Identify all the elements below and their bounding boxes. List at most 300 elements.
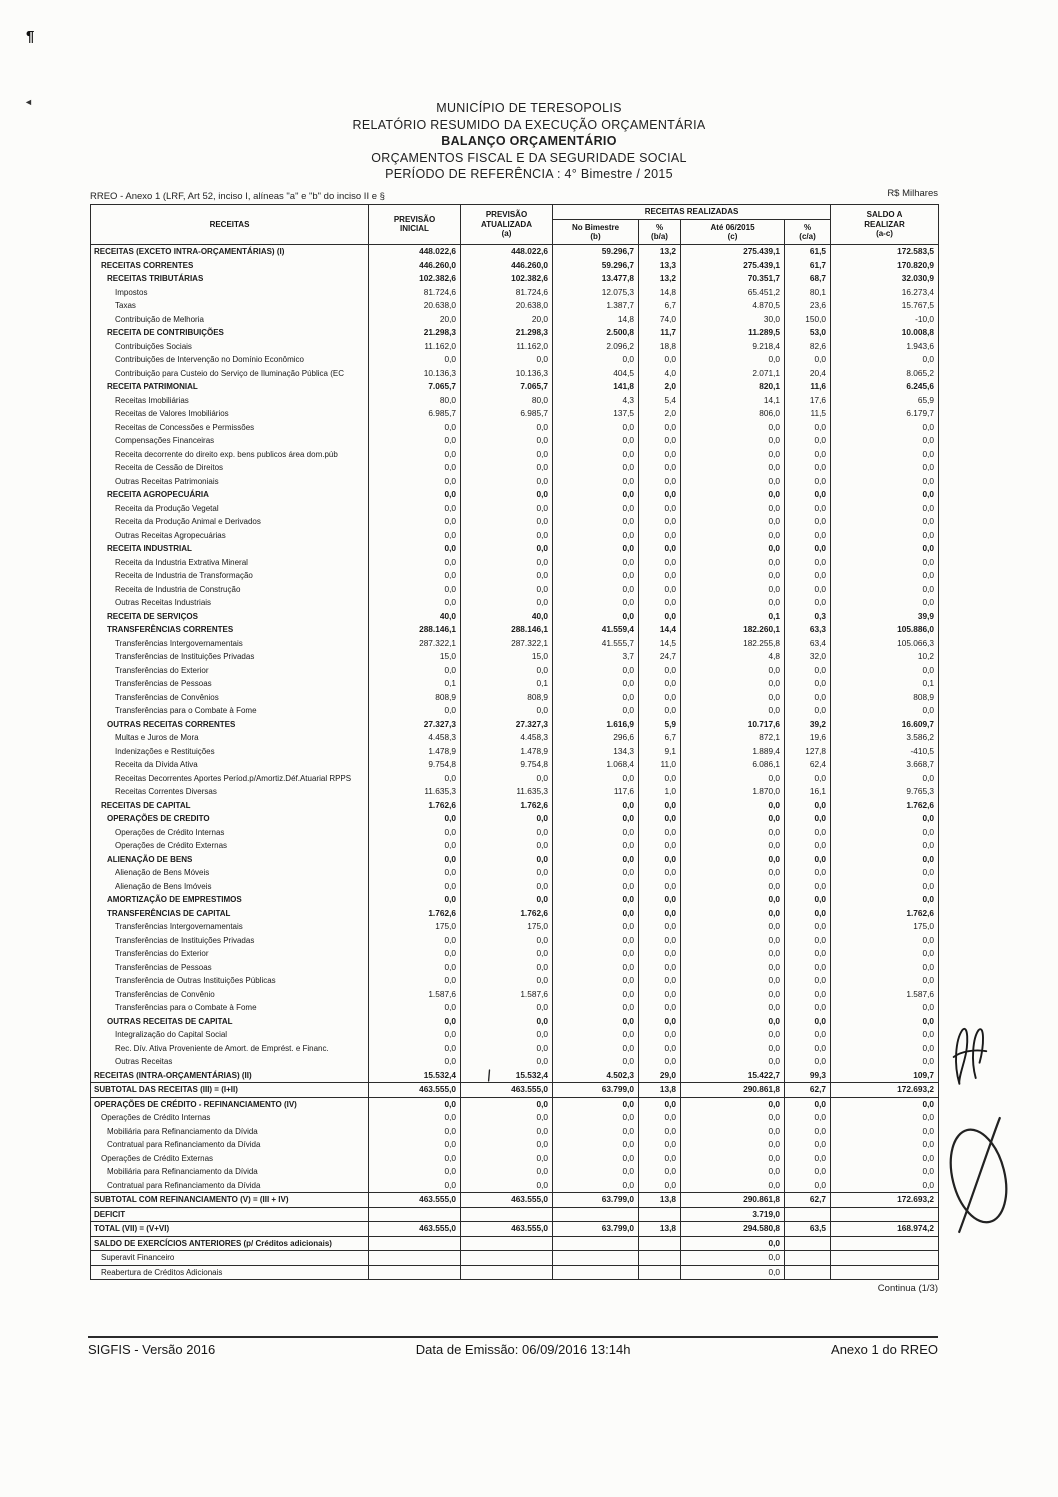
table-row xyxy=(91,529,939,543)
row-value: 0,0 xyxy=(681,961,785,975)
row-value: 0,0 xyxy=(461,1042,553,1056)
row-value: 20.638,0 xyxy=(461,299,553,313)
reference-period: PERÍODO DE REFERÊNCIA : 4° Bimestre / 2015 xyxy=(385,167,673,181)
table-row xyxy=(91,1028,939,1042)
row-value: 0,0 xyxy=(785,826,831,840)
row-value: 0,0 xyxy=(785,772,831,786)
row-value: 0,0 xyxy=(639,502,681,516)
row-value: 53,0 xyxy=(785,326,831,340)
row-value: 0,0 xyxy=(461,515,553,529)
row-value: 105.066,3 xyxy=(831,637,939,651)
row-value: 9.754,8 xyxy=(369,758,461,772)
row-value: 80,1 xyxy=(785,286,831,300)
row-value: 11,0 xyxy=(639,758,681,772)
row-value: 61,7 xyxy=(785,259,831,273)
row-value: 0,0 xyxy=(681,488,785,502)
row-value: 0,0 xyxy=(785,974,831,988)
row-value: 0,0 xyxy=(639,988,681,1002)
row-value: 0,0 xyxy=(785,664,831,678)
row-value: 0,0 xyxy=(681,475,785,489)
row-label: TRANSFERÊNCIAS DE CAPITAL xyxy=(91,907,369,921)
row-value: 12.075,3 xyxy=(553,286,639,300)
row-label: RECEITA DE SERVIÇOS xyxy=(91,610,369,624)
row-value: 7.065,7 xyxy=(369,380,461,394)
row-value: 0,1 xyxy=(681,610,785,624)
row-value: 0,0 xyxy=(553,1015,639,1029)
table-row xyxy=(91,286,939,300)
handwritten-oval-icon xyxy=(938,1112,1020,1238)
table-row xyxy=(91,488,939,502)
row-value xyxy=(461,1251,553,1266)
row-value: 872,1 xyxy=(681,731,785,745)
row-value: 0,0 xyxy=(681,583,785,597)
row-value: 1.587,6 xyxy=(369,988,461,1002)
row-value: 1,0 xyxy=(639,785,681,799)
row-value: 0,0 xyxy=(461,974,553,988)
row-value: 4,8 xyxy=(681,650,785,664)
table-row xyxy=(91,623,939,637)
row-value: 11.162,0 xyxy=(369,340,461,354)
row-value: 0,0 xyxy=(639,1028,681,1042)
table-row xyxy=(91,542,939,556)
row-value xyxy=(369,1236,461,1251)
row-value: 14,8 xyxy=(553,313,639,327)
row-value xyxy=(461,1265,553,1280)
row-label: Operações de Crédito Externas xyxy=(91,1152,369,1166)
row-value: 0,0 xyxy=(785,866,831,880)
row-value: 0,0 xyxy=(681,853,785,867)
row-label: Transferências de Instituições Privadas xyxy=(91,650,369,664)
row-value: 8.065,2 xyxy=(831,367,939,381)
row-label: Receita de Industria de Transformação xyxy=(91,569,369,583)
row-value: 0,0 xyxy=(681,1042,785,1056)
row-value: 0,0 xyxy=(369,461,461,475)
row-value: 0,0 xyxy=(553,1055,639,1069)
row-value: 0,0 xyxy=(785,515,831,529)
row-value: 0,0 xyxy=(553,961,639,975)
row-value: 0,0 xyxy=(639,1055,681,1069)
row-label: Outras Receitas xyxy=(91,1055,369,1069)
row-value: 0,0 xyxy=(553,799,639,813)
row-value: 109,7 xyxy=(831,1069,939,1083)
row-label: OPERAÇÕES DE CREDITO xyxy=(91,812,369,826)
row-value: 463.555,0 xyxy=(461,1222,553,1237)
row-label: Outras Receitas Patrimoniais xyxy=(91,475,369,489)
row-value: 74,0 xyxy=(639,313,681,327)
row-label: Mobiliária para Refinanciamento da Dívida xyxy=(91,1165,369,1179)
row-value: 0,0 xyxy=(553,907,639,921)
row-label: Receitas de Valores Imobiliários xyxy=(91,407,369,421)
row-value: 102.382,6 xyxy=(461,272,553,286)
row-value: 15.767,5 xyxy=(831,299,939,313)
row-value: 2,0 xyxy=(639,407,681,421)
row-value: 6,7 xyxy=(639,299,681,313)
row-value: 81.724,6 xyxy=(461,286,553,300)
row-value xyxy=(831,1207,939,1222)
row-value: 0,0 xyxy=(681,353,785,367)
row-value: 0,0 xyxy=(461,1055,553,1069)
row-label: Contratual para Refinanciamento da Dívida xyxy=(91,1138,369,1152)
row-value: 0,0 xyxy=(785,1028,831,1042)
row-value: 275.439,1 xyxy=(681,245,785,259)
row-value: 0,0 xyxy=(553,461,639,475)
row-value: 0,0 xyxy=(639,1097,681,1111)
table-row xyxy=(91,731,939,745)
row-value: 0,0 xyxy=(369,704,461,718)
row-value xyxy=(369,1251,461,1266)
row-value: 0,0 xyxy=(639,448,681,462)
table-row xyxy=(91,637,939,651)
row-value: 0,0 xyxy=(553,353,639,367)
table-row xyxy=(91,934,939,948)
row-value: 0,0 xyxy=(831,542,939,556)
row-value: 0,0 xyxy=(681,920,785,934)
table-row xyxy=(91,1055,939,1069)
row-value: 0,0 xyxy=(681,1055,785,1069)
row-value: 0,0 xyxy=(639,826,681,840)
row-value: 0,0 xyxy=(681,434,785,448)
row-value: 0,0 xyxy=(553,772,639,786)
row-value: 0,0 xyxy=(681,907,785,921)
row-value: 275.439,1 xyxy=(681,259,785,273)
row-value: 0,0 xyxy=(553,421,639,435)
row-value: 0,0 xyxy=(785,934,831,948)
row-value: 0,0 xyxy=(553,583,639,597)
row-value: 3.586,2 xyxy=(831,731,939,745)
row-label: Multas e Juros de Mora xyxy=(91,731,369,745)
row-value: 175,0 xyxy=(461,920,553,934)
row-label: Rec. Dív. Ativa Proveniente de Amort. de Emprést. e Financ. xyxy=(91,1042,369,1056)
row-value: 11,6 xyxy=(785,380,831,394)
row-value: 0,0 xyxy=(681,1179,785,1193)
row-value: 0,0 xyxy=(831,853,939,867)
row-value: 0,0 xyxy=(681,515,785,529)
row-value: 0,0 xyxy=(461,448,553,462)
row-label: Transferências do Exterior xyxy=(91,947,369,961)
row-value: 0,0 xyxy=(369,961,461,975)
row-value: 0,0 xyxy=(681,839,785,853)
table-row xyxy=(91,313,939,327)
row-value: 0,0 xyxy=(639,772,681,786)
row-value: 0,0 xyxy=(639,515,681,529)
row-value: 0,0 xyxy=(461,461,553,475)
row-value: 1.616,9 xyxy=(553,718,639,732)
row-value xyxy=(369,1265,461,1280)
row-value xyxy=(785,1251,831,1266)
row-value: 0,0 xyxy=(461,934,553,948)
row-value: 404,5 xyxy=(553,367,639,381)
table-row xyxy=(91,569,939,583)
row-value: 0,0 xyxy=(639,974,681,988)
row-value: 0,0 xyxy=(831,1042,939,1056)
row-value: 0,0 xyxy=(639,934,681,948)
row-value: 0,0 xyxy=(785,704,831,718)
row-value: 0,0 xyxy=(553,1028,639,1042)
row-value: 0,0 xyxy=(461,583,553,597)
table-row xyxy=(91,1001,939,1015)
row-value: 2.500,8 xyxy=(553,326,639,340)
row-value: 0,0 xyxy=(639,1152,681,1166)
row-value: 1.889,4 xyxy=(681,745,785,759)
table-row xyxy=(91,1069,939,1083)
row-value: 0,0 xyxy=(639,853,681,867)
table-row xyxy=(91,947,939,961)
row-value: 0,0 xyxy=(681,974,785,988)
row-value: 0,0 xyxy=(639,1125,681,1139)
table-row xyxy=(91,1207,939,1222)
row-value: 0,0 xyxy=(785,880,831,894)
row-value: 0,0 xyxy=(681,502,785,516)
table-row xyxy=(91,1083,939,1098)
row-value: 1.762,6 xyxy=(461,907,553,921)
row-value: 0,0 xyxy=(639,691,681,705)
row-value: 808,9 xyxy=(461,691,553,705)
row-value: 10.136,3 xyxy=(369,367,461,381)
row-value: 0,0 xyxy=(639,1138,681,1152)
row-value: 0,0 xyxy=(461,853,553,867)
col-header-pct-ca: % (c/a) xyxy=(785,220,831,245)
row-value: 0,0 xyxy=(681,880,785,894)
row-value: 0,0 xyxy=(785,893,831,907)
row-value: 29,0 xyxy=(639,1069,681,1083)
printer-mark-pilcrow-icon: ¶ xyxy=(26,28,35,45)
row-value: 0,0 xyxy=(831,1028,939,1042)
row-value: 137,5 xyxy=(553,407,639,421)
row-value: 0,0 xyxy=(553,515,639,529)
row-value: 175,0 xyxy=(831,920,939,934)
row-value: 0,0 xyxy=(461,1138,553,1152)
row-value: 0,0 xyxy=(369,475,461,489)
row-value: 0,0 xyxy=(369,866,461,880)
row-value: 10.717,6 xyxy=(681,718,785,732)
row-label: Impostos xyxy=(91,286,369,300)
row-value: 0,0 xyxy=(785,947,831,961)
table-row xyxy=(91,394,939,408)
row-value: 0,0 xyxy=(553,1138,639,1152)
row-label: SALDO DE EXERCÍCIOS ANTERIORES (p/ Créditos adicionais) xyxy=(91,1236,369,1251)
row-value: 172.583,5 xyxy=(831,245,939,259)
row-value: 41.555,7 xyxy=(553,637,639,651)
row-value xyxy=(785,1265,831,1280)
row-value: 0,0 xyxy=(553,1179,639,1193)
row-value: 0,0 xyxy=(369,1001,461,1015)
row-value: 0,0 xyxy=(785,961,831,975)
row-value: 1.478,9 xyxy=(369,745,461,759)
row-value: 0,0 xyxy=(639,799,681,813)
row-value: 0,0 xyxy=(785,1015,831,1029)
row-value: 0,0 xyxy=(681,542,785,556)
row-value xyxy=(553,1207,639,1222)
row-label: Receitas Correntes Diversas xyxy=(91,785,369,799)
row-value: 0,0 xyxy=(785,1152,831,1166)
row-value: 0,0 xyxy=(461,1152,553,1166)
row-value: 0,0 xyxy=(831,893,939,907)
row-value: 13,8 xyxy=(639,1083,681,1098)
row-value: 0,0 xyxy=(831,704,939,718)
row-value: 0,0 xyxy=(785,1125,831,1139)
row-value: 0,0 xyxy=(461,772,553,786)
row-value: 39,2 xyxy=(785,718,831,732)
col-header-no-bimestre: No Bimestre (b) xyxy=(553,220,639,245)
row-value: 0,0 xyxy=(369,826,461,840)
table-row xyxy=(91,1193,939,1208)
row-value: 0,0 xyxy=(461,947,553,961)
page-footer xyxy=(88,1336,938,1357)
currency-unit-note: R$ Milhares xyxy=(887,187,938,199)
table-row xyxy=(91,691,939,705)
row-value: 1.870,0 xyxy=(681,785,785,799)
document-title-block xyxy=(0,100,1058,183)
row-value: 63,3 xyxy=(785,623,831,637)
table-row xyxy=(91,1152,939,1166)
row-label: Receita de Industria de Construção xyxy=(91,583,369,597)
row-value: 0,0 xyxy=(681,529,785,543)
row-value: 0,0 xyxy=(831,1015,939,1029)
row-value: 0,0 xyxy=(369,353,461,367)
row-value: 105.886,0 xyxy=(831,623,939,637)
table-row xyxy=(91,502,939,516)
row-value: 10,2 xyxy=(831,650,939,664)
row-value: 0,0 xyxy=(831,839,939,853)
row-value xyxy=(639,1251,681,1266)
row-label: Contribuições Sociais xyxy=(91,340,369,354)
row-value: 0,0 xyxy=(369,812,461,826)
row-label: Taxas xyxy=(91,299,369,313)
table-row xyxy=(91,880,939,894)
row-value: 0,0 xyxy=(369,1015,461,1029)
row-value: 13,2 xyxy=(639,272,681,286)
col-header-ate-periodo: Até 06/2015 (c) xyxy=(681,220,785,245)
row-value: 0,0 xyxy=(553,448,639,462)
row-label: Receita decorrente do direito exp. bens publicos área dom.púb xyxy=(91,448,369,462)
row-value: 0,0 xyxy=(461,1125,553,1139)
row-value: 11.162,0 xyxy=(461,340,553,354)
table-row xyxy=(91,1236,939,1251)
row-value: 0,0 xyxy=(369,556,461,570)
row-label: RECEITA INDUSTRIAL xyxy=(91,542,369,556)
row-value: 0,0 xyxy=(369,542,461,556)
row-value: 0,0 xyxy=(785,475,831,489)
row-label: Receita da Industria Extrativa Mineral xyxy=(91,556,369,570)
row-value: 16,1 xyxy=(785,785,831,799)
row-label: Transferências de Convênio xyxy=(91,988,369,1002)
col-header-saldo-a-realizar: SALDO A REALIZAR (a-c) xyxy=(831,204,939,245)
row-value: 0,0 xyxy=(681,691,785,705)
table-row xyxy=(91,367,939,381)
table-row xyxy=(91,664,939,678)
row-value: 65,9 xyxy=(831,394,939,408)
row-value: 0,0 xyxy=(785,542,831,556)
row-value: 0,0 xyxy=(681,1236,785,1251)
row-value: 0,0 xyxy=(831,1001,939,1015)
table-row xyxy=(91,988,939,1002)
row-value: 16.273,4 xyxy=(831,286,939,300)
row-value: 0,0 xyxy=(831,1165,939,1179)
row-value: 0,0 xyxy=(831,1055,939,1069)
table-row xyxy=(91,907,939,921)
col-header-receitas: RECEITAS xyxy=(91,204,369,245)
row-value: 0,0 xyxy=(369,664,461,678)
table-row xyxy=(91,1265,939,1280)
row-value: 10.008,8 xyxy=(831,326,939,340)
row-value: 0,0 xyxy=(639,596,681,610)
row-value: 0,0 xyxy=(639,920,681,934)
row-value: 63,5 xyxy=(785,1222,831,1237)
row-value: 0,0 xyxy=(639,866,681,880)
row-value: 3.719,0 xyxy=(681,1207,785,1222)
row-label: Transferências de Instituições Privadas xyxy=(91,934,369,948)
row-value: 0,0 xyxy=(461,475,553,489)
row-value: 0,0 xyxy=(681,1138,785,1152)
row-value: 4.502,3 xyxy=(553,1069,639,1083)
table-row xyxy=(91,974,939,988)
row-value: 15.422,7 xyxy=(681,1069,785,1083)
row-value: 0,0 xyxy=(369,1055,461,1069)
row-value: 0,0 xyxy=(639,461,681,475)
row-value: 0,0 xyxy=(639,907,681,921)
row-value: 0,0 xyxy=(369,529,461,543)
row-value: 0,0 xyxy=(785,799,831,813)
row-label: Transferências de Convênios xyxy=(91,691,369,705)
row-value: 0,0 xyxy=(681,556,785,570)
row-value: 27.327,3 xyxy=(369,718,461,732)
table-row xyxy=(91,380,939,394)
row-value: 82,6 xyxy=(785,340,831,354)
row-label: Integralização do Capital Social xyxy=(91,1028,369,1042)
row-value: 0,0 xyxy=(369,1042,461,1056)
row-label: Transferências Intergovernamentais xyxy=(91,637,369,651)
row-value: 0,0 xyxy=(461,826,553,840)
row-value: 0,0 xyxy=(785,691,831,705)
row-value: 30,0 xyxy=(681,313,785,327)
table-row xyxy=(91,1097,939,1111)
row-value: 0,0 xyxy=(785,529,831,543)
row-value: 0,0 xyxy=(639,583,681,597)
row-value: 0,0 xyxy=(785,488,831,502)
row-value: 0,0 xyxy=(639,1165,681,1179)
col-header-pct-ba: % (b/a) xyxy=(639,220,681,245)
row-value: 0,0 xyxy=(831,556,939,570)
row-value xyxy=(553,1236,639,1251)
handwritten-squiggle-icon xyxy=(946,1022,992,1090)
row-value: 0,0 xyxy=(831,529,939,543)
row-value: 0,0 xyxy=(461,893,553,907)
row-value: 0,0 xyxy=(785,556,831,570)
row-value: 0,0 xyxy=(639,610,681,624)
balance-title: BALANÇO ORÇAMENTÁRIO xyxy=(441,134,617,148)
row-value: 288.146,1 xyxy=(461,623,553,637)
row-value: 0,0 xyxy=(553,529,639,543)
table-row xyxy=(91,245,939,259)
row-value: 0,0 xyxy=(681,934,785,948)
row-value: 0,0 xyxy=(785,1165,831,1179)
row-value: 0,0 xyxy=(831,974,939,988)
row-value: 0,0 xyxy=(369,772,461,786)
table-row xyxy=(91,596,939,610)
row-value: 0,0 xyxy=(831,934,939,948)
row-value: 0,0 xyxy=(461,542,553,556)
row-value: 0,0 xyxy=(461,1179,553,1193)
row-value: 0,0 xyxy=(831,596,939,610)
row-label: RECEITAS (INTRA-ORÇAMENTÁRIAS) (II) xyxy=(91,1069,369,1083)
row-value: 0,0 xyxy=(369,596,461,610)
row-value: 0,0 xyxy=(639,529,681,543)
row-value: 9.218,4 xyxy=(681,340,785,354)
row-label: Compensações Financeiras xyxy=(91,434,369,448)
table-row xyxy=(91,839,939,853)
row-value: 0,0 xyxy=(553,1097,639,1111)
row-value: 0,0 xyxy=(831,569,939,583)
